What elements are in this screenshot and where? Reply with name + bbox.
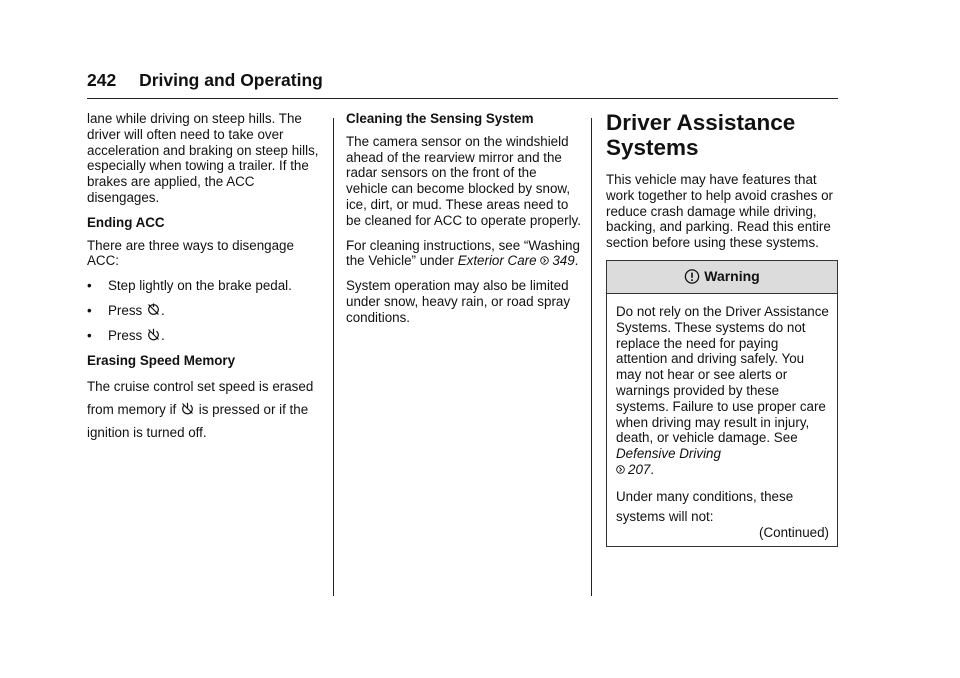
column-3 — [606, 111, 838, 547]
column-divider-1 — [333, 118, 334, 596]
bullet-text — [108, 303, 165, 319]
erasing-text-b: is pressed or if the ignition is turned off. — [87, 402, 309, 441]
list-item — [87, 328, 327, 344]
bullet-prefix: Press — [108, 327, 143, 343]
warning-body — [607, 294, 837, 546]
erasing-text-a: The cruise control set speed is erased from memory if — [87, 379, 314, 418]
cruise-on-off-icon — [181, 402, 194, 415]
warning-text: Do not rely on the Driver Assistance Systems. These systems do not replace the need for paying attention and driving safely. You may not hear or see alerts or warnings provided by these systems. Failure to use proper care when driving may result in injury, death, or vehicle damage. See — [616, 303, 829, 446]
cleaning-text: For cleaning instructions, see “Washing the Vehicle” under — [346, 237, 580, 269]
warning-paragraph-2: Under many conditions, these systems will not: — [616, 488, 794, 524]
bullet-dot: • — [87, 302, 92, 318]
warning-paragraph — [616, 304, 829, 478]
page-reference-icon — [540, 256, 549, 265]
cross-reference-page: 349 — [552, 253, 575, 269]
sentence-end: . — [574, 253, 579, 269]
paragraph-system-limited: System operation may also be limited under snow, heavy rain, or road spray conditions. — [346, 278, 571, 325]
column-1 — [87, 111, 327, 444]
bullet-text: Step lightly on the brake pedal. — [108, 278, 292, 294]
paragraph-cleaning-instructions — [346, 238, 581, 270]
sentence-end: . — [650, 461, 655, 477]
heading-erasing-speed-memory: Erasing Speed Memory — [87, 352, 236, 368]
cruise-cancel-icon — [147, 303, 160, 316]
paragraph-ending-intro: There are three ways to disengage ACC: — [87, 237, 294, 269]
section-heading: Driver Assistance Systems — [606, 110, 796, 160]
cross-reference-title: Exterior Care — [457, 253, 537, 269]
column-2 — [346, 111, 581, 335]
cross-reference-page: 207 — [628, 461, 651, 477]
paragraph-steep-hills: lane while driving on steep hills. The driver will often need to take over acceleration and braking on steep hills, especially when towing a trailer. If the brakes are applied, the ACC disengages. — [87, 111, 319, 205]
bullet-dot: • — [87, 278, 92, 294]
warning-label: Warning — [704, 268, 760, 285]
cruise-on-off-icon — [147, 328, 160, 341]
warning-icon — [684, 269, 700, 284]
cross-reference-title: Defensive Driving — [616, 446, 721, 462]
paragraph-camera-sensor: The camera sensor on the windshield ahead of the rearview mirror and the radar sensors on the front of the vehicle can become blocked by snow, ice, dirt, or mud. These areas need to be cleaned for ACC to operate properly. — [346, 133, 581, 228]
section-title: Driving and Operating — [139, 70, 323, 90]
warning-header — [607, 261, 837, 294]
list-item — [87, 278, 327, 294]
bullet-dot: • — [87, 327, 92, 343]
warning-box — [606, 260, 838, 547]
cross-reference-link[interactable] — [458, 253, 575, 268]
page-header — [87, 70, 323, 91]
bullet-prefix: Press — [108, 302, 143, 318]
cross-reference-link[interactable] — [616, 446, 721, 477]
continued-label: (Continued) — [759, 524, 829, 540]
bullet-suffix: . — [160, 302, 165, 318]
heading-cleaning-sensing-system: Cleaning the Sensing System — [346, 111, 534, 126]
list-item — [87, 303, 327, 319]
bullet-text — [108, 328, 165, 344]
page-reference-icon — [616, 465, 625, 474]
header-rule — [87, 98, 838, 99]
bullet-suffix: . — [160, 327, 165, 343]
page-number: 242 — [87, 70, 117, 90]
heading-ending-acc: Ending ACC — [87, 214, 165, 230]
paragraph-erasing — [87, 375, 327, 444]
column-divider-2 — [591, 118, 592, 596]
paragraph-intro: This vehicle may have features that work together to help avoid crashes or reduce crash damage while driving, backing, and parking. Read this entire section before using these systems. — [606, 172, 834, 251]
